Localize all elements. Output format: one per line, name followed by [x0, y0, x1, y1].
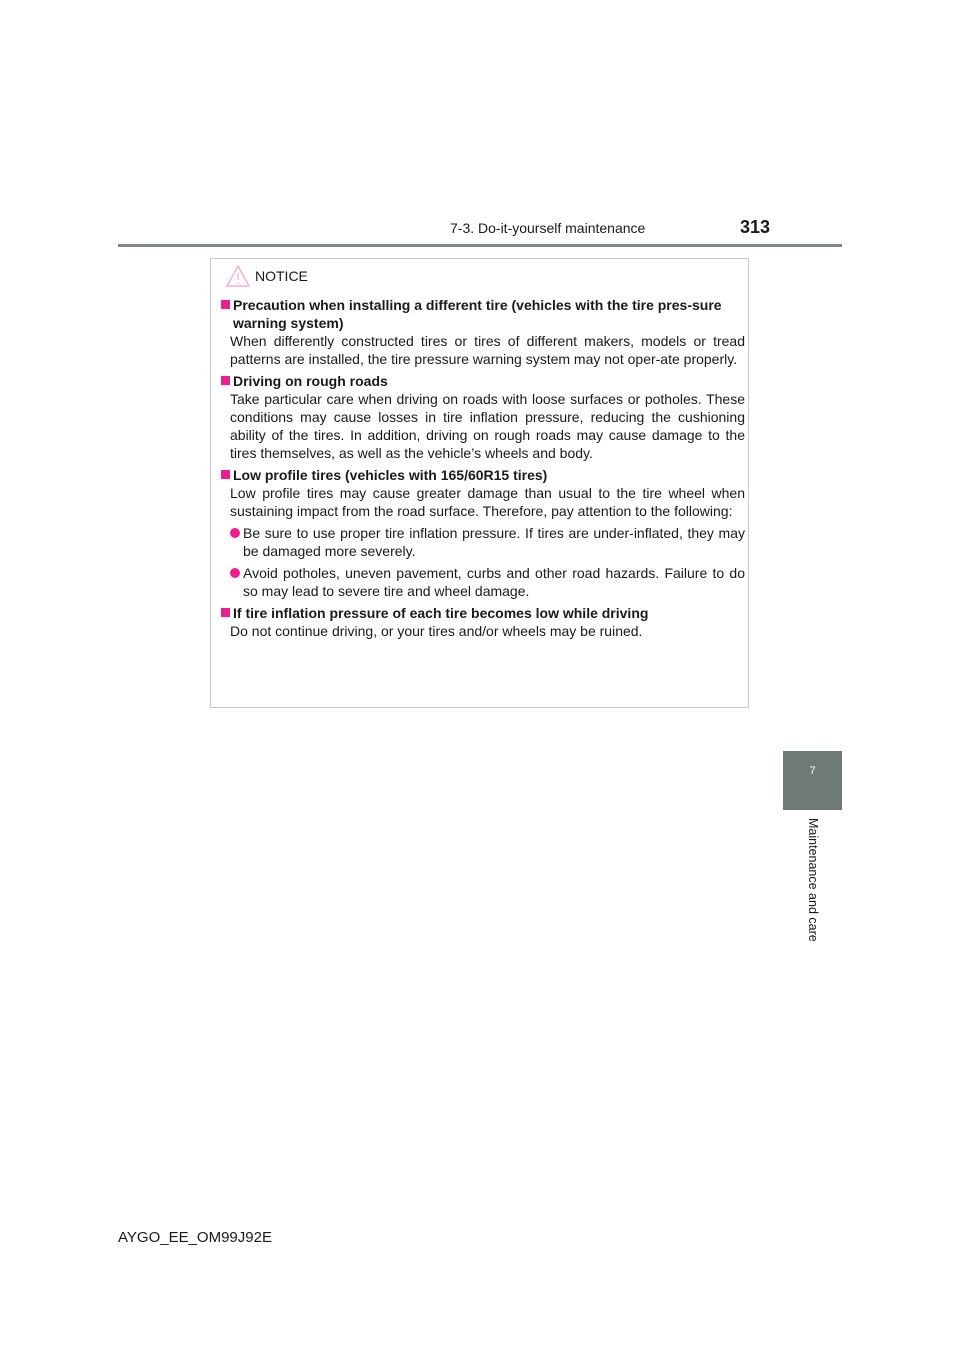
item-title: Driving on rough roads — [233, 373, 388, 389]
item-text: When differently constructed tires or tires of different makers, models or tread patterns are installed, the tire pressure warning system may not oper-ate properly. — [230, 333, 745, 367]
chapter-tab: 7 — [783, 751, 842, 810]
notice-title: NOTICE — [255, 268, 308, 284]
document-code: AYGO_EE_OM99J92E — [118, 1229, 272, 1246]
square-bullet-icon — [221, 608, 230, 617]
notice-item — [219, 466, 745, 600]
item-text: Do not continue driving, or your tires and/or wheels may be ruined. — [230, 623, 643, 639]
square-bullet-icon — [221, 300, 230, 309]
round-bullet-icon — [230, 568, 240, 578]
page-number: 313 — [740, 217, 771, 237]
notice-item — [219, 372, 745, 462]
section-title: 7-3. Do-it-yourself maintenance — [450, 220, 646, 236]
bullet-point — [230, 564, 745, 600]
bullet-text: Avoid potholes, uneven pavement, curbs and other road hazards. Failure to do so may lead to severe tire and wheel damage. — [243, 565, 745, 599]
square-bullet-icon — [221, 470, 230, 479]
notice-box — [210, 258, 749, 708]
bullet-point — [230, 524, 745, 560]
header-divider — [118, 244, 842, 247]
notice-header — [225, 264, 308, 288]
notice-body — [219, 296, 745, 644]
notice-item — [219, 604, 745, 640]
square-bullet-icon — [221, 376, 230, 385]
item-text: Low profile tires may cause greater damage than usual to the tire wheel when sustaining impact from the road surface. Therefore, pay attention to the following: — [230, 485, 745, 519]
bullet-text: Be sure to use proper tire inflation pressure. If tires are under-inflated, they may be damaged more severely. — [243, 525, 745, 559]
warning-triangle-icon — [225, 264, 251, 288]
chapter-side-label: Maintenance and care — [806, 818, 820, 942]
item-title: Precaution when installing a different tire (vehicles with the tire pres-sure warning system) — [233, 297, 722, 331]
round-bullet-icon — [230, 528, 240, 538]
item-title: If tire inflation pressure of each tire becomes low while driving — [233, 605, 649, 621]
notice-item — [219, 296, 745, 368]
item-text: Take particular care when driving on roads with loose surfaces or potholes. These conditions may cause losses in tire inflation pressure, reducing the cushioning ability of the tires. In addition, driving on rough roads may cause damage to the tires themselves, as well as the vehicle’s wheels and body. — [230, 391, 745, 461]
item-title: Low profile tires (vehicles with 165/60R15 tires) — [233, 467, 548, 483]
